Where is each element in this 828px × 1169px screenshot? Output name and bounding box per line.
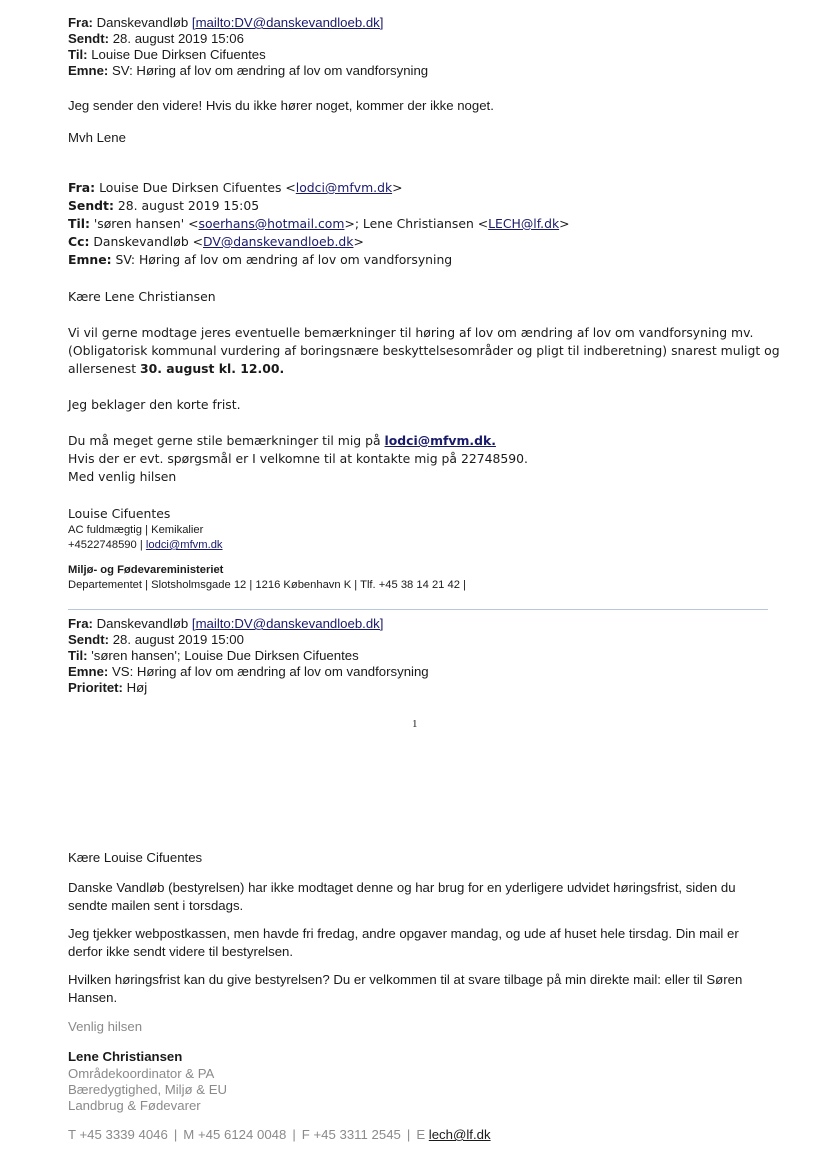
to-bracket: > <box>559 216 570 231</box>
closing: Med venlig hilsen <box>68 469 177 484</box>
signature-title: AC fuldmægtig | Kemikalier <box>68 524 204 536</box>
paragraph-line: sendte mailen sent i torsdags. <box>68 898 244 913</box>
to-recipient-2: >; Lene Christiansen < <box>344 216 489 231</box>
message-2-greeting: Kære Lene Christiansen <box>68 289 216 304</box>
paragraph-line: Hvis der er evt. spørgsmål er I velkomne til at kontakte mig på 22748590. <box>68 451 528 466</box>
message-2-paragraph-2: Jeg beklager den korte frist. <box>68 397 241 412</box>
organization-name: Miljø- og Fødevareministeriet <box>68 564 224 576</box>
to-email-link-1[interactable]: soerhans@hotmail.com <box>198 216 345 231</box>
to-email-link-2[interactable]: LECH@lf.dk <box>488 216 560 231</box>
signature-name: Louise Cifuentes <box>68 506 171 521</box>
message-2-paragraph-1 <box>68 324 798 378</box>
sent-value: 28. august 2019 15:06 <box>112 31 244 46</box>
signature-phone: +4522748590 | <box>68 539 146 551</box>
message-1-signoff: Mvh Lene <box>68 130 126 145</box>
sent-label: Sendt: <box>68 632 110 647</box>
organization-address: Departementet | Slotsholmsgade 12 | 1216 København K | Tlf. +45 38 14 21 42 | <box>68 579 466 591</box>
sent-label: Sendt: <box>68 198 114 213</box>
cc-email-link[interactable]: DV@danskevandloeb.dk <box>203 234 354 249</box>
contact-email-link[interactable]: lodci@mfvm.dk. <box>384 433 496 448</box>
deadline: 30. august kl. 12.00. <box>140 361 285 376</box>
paragraph-line: Hvilken høringsfrist kan du give bestyrelsen? Du er velkommen til at svare tilbage på min direkte mail: eller til Søren <box>68 972 743 987</box>
from-label: Fra: <box>68 15 93 30</box>
telephone: T +45 3339 4046 <box>68 1127 168 1142</box>
from-bracket: > <box>392 180 403 195</box>
signature-name: Lene Christiansen <box>68 1049 183 1064</box>
organization-block <box>68 563 798 593</box>
to-value: Louise Due Dirksen Cifuentes <box>91 47 266 62</box>
paragraph-line: Vi vil gerne modtage jeres eventuelle bemærkninger til høring af lov om ændring af lov om vandforsyning mv. <box>68 325 754 340</box>
from-name: Danskevandløb <box>96 616 189 631</box>
sent-value: 28. august 2019 15:05 <box>117 198 260 213</box>
message-3-paragraph-2 <box>68 925 798 961</box>
message-3-paragraph-3 <box>68 971 798 1007</box>
fax: F +45 3311 2545 <box>301 1127 401 1142</box>
message-3-greeting: Kære Louise Cifuentes <box>68 850 203 865</box>
subject-label: Emne: <box>68 252 112 267</box>
subject-value: SV: Høring af lov om ændring af lov om vandforsyning <box>111 63 429 78</box>
from-email-link[interactable]: [mailto:DV@danskevandloeb.dk] <box>191 616 384 631</box>
from-label: Fra: <box>68 180 96 195</box>
mobile: M +45 6124 0048 <box>183 1127 287 1142</box>
paragraph-line: (Obligatorisk kommunal vurdering af boringsnære beskyttelsesområder og pligt til indberetning) snarest muligt og <box>68 343 780 358</box>
paragraph-text: allersenest <box>68 361 141 376</box>
signature-louise <box>68 505 798 553</box>
subject-value: VS: Høring af lov om ændring af lov om vandforsyning <box>111 664 429 679</box>
email-prefix: E <box>416 1127 429 1142</box>
signature-title-2: Bæredygtighed, Miljø & EU <box>68 1082 228 1097</box>
cc-label: Cc: <box>68 234 90 249</box>
from-name: Louise Due Dirksen Cifuentes < <box>99 180 296 195</box>
signature-title-1: Områdekoordinator & PA <box>68 1066 215 1081</box>
cc-name: Danskevandløb < <box>93 234 204 249</box>
signature-title-3: Landbrug & Fødevarer <box>68 1098 201 1113</box>
to-value: 'søren hansen'; Louise Due Dirksen Cifuentes <box>91 648 359 663</box>
message-2-paragraph-3 <box>68 432 798 486</box>
divider-line <box>68 609 768 610</box>
paragraph-line: Danske Vandløb (bestyrelsen) har ikke modtaget denne og har brug for en yderligere udvidet høringsfrist, siden du <box>68 880 736 895</box>
subject-label: Emne: <box>68 664 109 679</box>
signature-lene <box>68 1048 798 1114</box>
to-recipient-1: 'søren hansen' < <box>93 216 199 231</box>
from-name: Danskevandløb <box>96 15 189 30</box>
closing-greeting: Venlig hilsen <box>68 1019 143 1034</box>
priority-label: Prioritet: <box>68 680 123 695</box>
paragraph-line: derfor ikke sendt videre til bestyrelsen. <box>68 944 294 959</box>
sent-label: Sendt: <box>68 31 110 46</box>
email-header-2 <box>68 179 798 269</box>
signature-email-link[interactable]: lech@lf.dk <box>428 1127 491 1142</box>
from-label: Fra: <box>68 616 93 631</box>
page-number: 1 <box>412 718 418 730</box>
message-3-paragraph-1 <box>68 879 798 915</box>
signature-email-link[interactable]: lodci@mfvm.dk <box>145 539 223 551</box>
cc-bracket: > <box>353 234 364 249</box>
contact-row: T +45 3339 4046 | M +45 6124 0048 | F +45 3311 2545 | E lech@lf.dk <box>68 1127 491 1142</box>
paragraph-line: Hansen. <box>68 990 118 1005</box>
paragraph-text: Du må meget gerne stile bemærkninger til mig på <box>68 433 385 448</box>
from-email-link[interactable]: [mailto:DV@danskevandloeb.dk] <box>191 15 384 30</box>
paragraph-line: Jeg tjekker webpostkassen, men havde fri fredag, andre opgaver mandag, og ude af huset hele tirsdag. Din mail er <box>68 926 739 941</box>
to-label: Til: <box>68 648 88 663</box>
subject-value: SV: Høring af lov om ændring af lov om vandforsyning <box>115 252 453 267</box>
from-email-link[interactable]: lodci@mfvm.dk <box>295 180 393 195</box>
priority-value: Høj <box>126 680 148 695</box>
email-header-3 <box>68 616 798 696</box>
sent-value: 28. august 2019 15:00 <box>112 632 244 647</box>
to-label: Til: <box>68 47 88 62</box>
email-header-1 <box>68 15 798 79</box>
message-1-body: Jeg sender den videre! Hvis du ikke hører noget, kommer der ikke noget. <box>68 98 494 113</box>
to-label: Til: <box>68 216 90 231</box>
subject-label: Emne: <box>68 63 109 78</box>
